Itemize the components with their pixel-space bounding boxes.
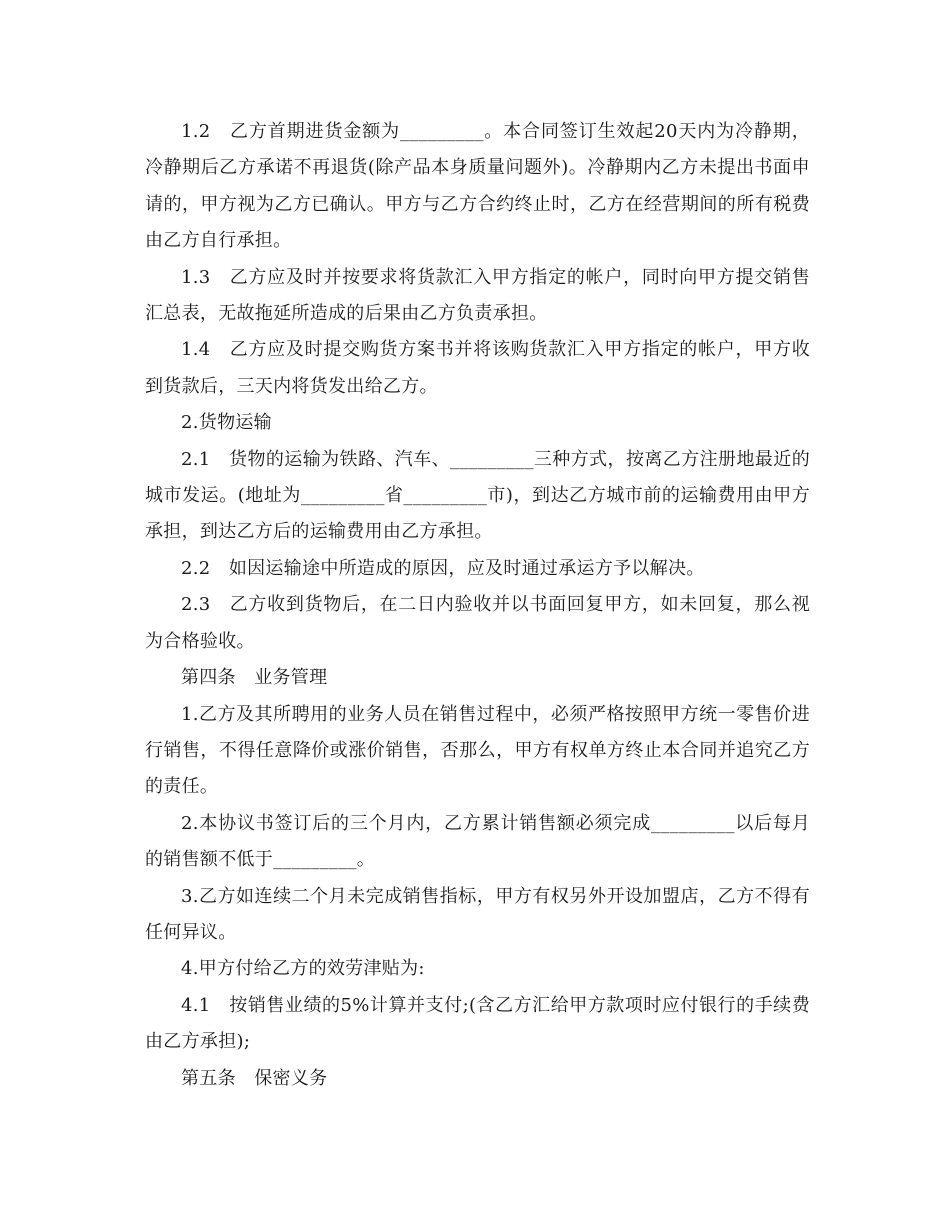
clause-1-2: 1.2 乙方首期进货金额为_________。本合同签订生效起20天内为冷静期，冷静期后乙方承诺不再退货(除产品本身质量问题外)。冷静期内乙方未提出书面申请的，甲方视为乙方已确认。甲方与乙方合约终止时，乙方在经营期间的所有税费由乙方自行承担。 xyxy=(145,121,810,252)
article-4-item-1: 1.乙方及其所聘用的业务人员在销售过程中，必须严格按照甲方统一零售价进行销售，不得任意降价或涨价销售，否那么，甲方有权单方终止本合同并追究乙方的责任。 xyxy=(145,703,810,798)
article-4-item-4-1: 4.1 按销售业绩的5%计算并支付;(含乙方汇给甲方款项时应付银行的手续费由乙方承担); xyxy=(145,994,810,1053)
article-4-heading: 第四条 业务管理 xyxy=(181,667,328,689)
document-body xyxy=(145,114,810,1097)
clause-1-4: 1.4 乙方应及时提交购货方案书并将该购货款汇入甲方指定的帐户，甲方收到货款后，三天内将货发出给乙方。 xyxy=(145,339,810,397)
article-4-item-3: 3.乙方如连续二个月未完成销售指标，甲方有权另外开设加盟店，乙方不得有任何异议。 xyxy=(145,885,810,943)
article-4-item-2: 2.本协议书签订后的三个月内，乙方累计销售额必须完成_________以后每月的销售额不低于_________。 xyxy=(145,812,810,871)
clause-1-3: 1.3 乙方应及时并按要求将货款汇入甲方指定的帐户，同时向甲方提交销售汇总表，无故拖延所造成的后果由乙方负责承担。 xyxy=(145,266,810,325)
clause-2-2: 2.2 如因运输途中所造成的原因，应及时通过承运方予以解决。 xyxy=(181,557,705,579)
article-5-heading: 第五条 保密义务 xyxy=(181,1067,328,1089)
clause-2-1: 2.1 货物的运输为铁路、汽车、_________三种方式，按离乙方注册地最近的城市发运。(地址为_________省_________市)，到达乙方城市前的运输费用由甲方承担，到达乙方后的运输费用由乙方承担。 xyxy=(145,448,810,543)
clause-2-3: 2.3 乙方收到货物后，在二日内验收并以书面回复甲方，如未回复，那么视为合格验收。 xyxy=(145,594,810,652)
section-heading-transport: 2.货物运输 xyxy=(181,412,272,434)
article-4-item-4: 4.甲方付给乙方的效劳津贴为: xyxy=(181,958,425,980)
